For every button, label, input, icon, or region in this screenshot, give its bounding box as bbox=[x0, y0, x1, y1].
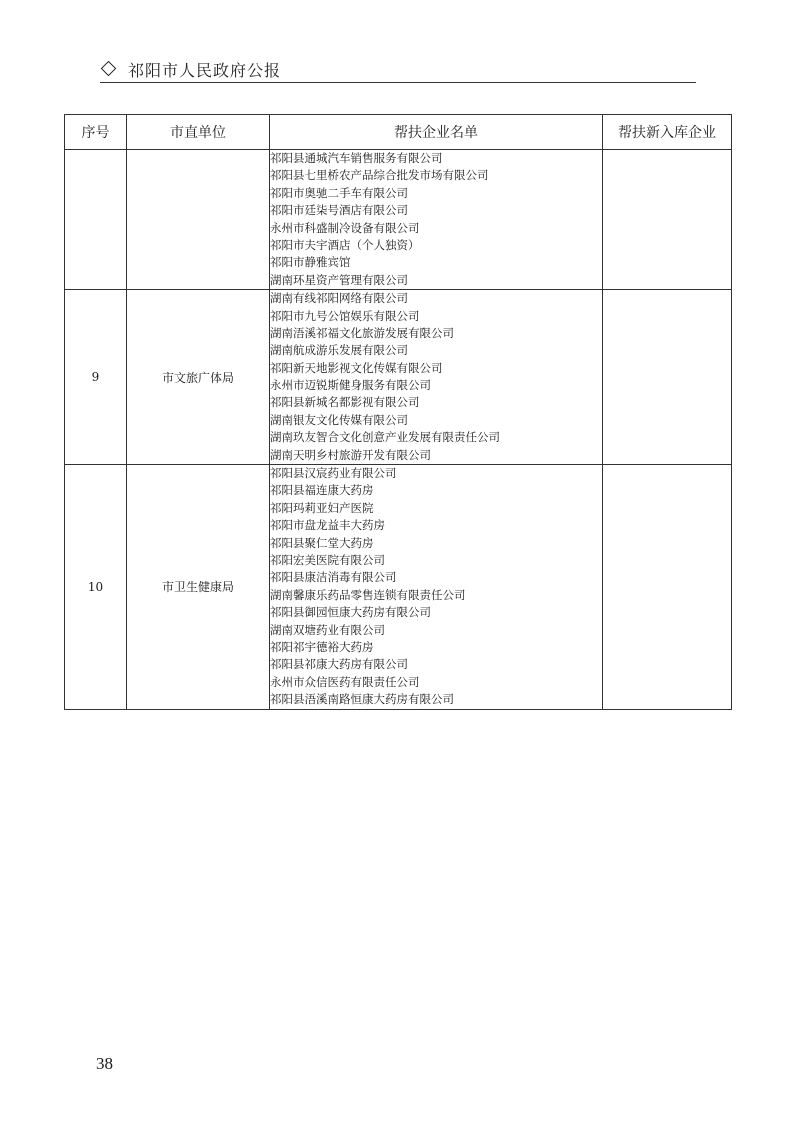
col-header-new-companies: 帮扶新入库企业 bbox=[603, 115, 732, 150]
new-enterprise-cell bbox=[603, 150, 732, 290]
table-row bbox=[65, 290, 732, 465]
company-name: 祁阳县通城汽车销售服务有限公司 bbox=[270, 151, 443, 165]
company-name: 湖南馨康乐药品零售连锁有限责任公司 bbox=[270, 587, 466, 602]
unit-name: 市卫生健康局 bbox=[127, 465, 270, 709]
company-name: 祁阳县聚仁堂大药房 bbox=[270, 535, 374, 550]
company-name: 祁阳市九号公馆娱乐有限公司 bbox=[270, 308, 420, 323]
enterprise-assistance-table bbox=[64, 114, 732, 710]
company-name: 祁阳县康洁消毒有限公司 bbox=[270, 570, 397, 585]
row-number bbox=[65, 150, 127, 290]
company-name: 祁阳县汉宸药业有限公司 bbox=[270, 466, 397, 481]
company-name: 湖南天明乡村旅游开发有限公司 bbox=[270, 447, 431, 462]
company-name: 祁阳市盘龙益丰大药房 bbox=[270, 518, 385, 533]
company-name: 祁阳县御园恒康大药房有限公司 bbox=[270, 605, 431, 620]
company-list bbox=[270, 290, 603, 465]
company-name: 湖南环星资产管理有限公司 bbox=[270, 272, 408, 287]
table-header-row bbox=[65, 115, 732, 150]
company-list bbox=[270, 150, 603, 290]
company-name: 永州市迈锐斯健身服务有限公司 bbox=[270, 378, 431, 393]
company-name: 祁阳县七里桥农产品综合批发市场有限公司 bbox=[270, 168, 489, 183]
page-number: 38 bbox=[96, 1054, 113, 1073]
company-name: 祁阳新天地影视文化传媒有限公司 bbox=[270, 360, 443, 375]
company-name: 永州市众信医药有限责任公司 bbox=[270, 674, 420, 689]
company-name: 祁阳市奥驰二手车有限公司 bbox=[270, 185, 408, 200]
company-name: 湖南双塘药业有限公司 bbox=[270, 622, 385, 637]
new-enterprise-cell bbox=[603, 465, 732, 709]
company-name: 湖南航成游乐发展有限公司 bbox=[270, 343, 408, 358]
company-name: 祁阳县福连康大药房 bbox=[270, 483, 374, 498]
row-number: 9 bbox=[65, 290, 127, 465]
diamond-icon bbox=[101, 61, 117, 77]
unit-name bbox=[127, 150, 270, 290]
company-name: 湖南玖友智合文化创意产业发展有限责任公司 bbox=[270, 430, 500, 445]
col-header-no: 序号 bbox=[65, 115, 127, 150]
company-name: 祁阳县祁康大药房有限公司 bbox=[270, 657, 408, 672]
company-name: 祁阳祁宇德裕大药房 bbox=[270, 639, 374, 654]
company-name: 祁阳市夫宇酒店（个人独资） bbox=[270, 237, 420, 252]
company-name: 祁阳玛莉亚妇产医院 bbox=[270, 500, 374, 515]
company-name: 永州市科盛制冷设备有限公司 bbox=[270, 220, 420, 235]
company-name: 祁阳县浯溪南路恒康大药房有限公司 bbox=[270, 692, 454, 707]
col-header-unit: 市直单位 bbox=[127, 115, 270, 150]
table-row bbox=[65, 150, 732, 290]
col-header-companies: 帮扶企业名单 bbox=[270, 115, 603, 150]
company-name: 祁阳市静雅宾馆 bbox=[270, 255, 351, 270]
row-number: 10 bbox=[65, 465, 127, 709]
company-name: 湖南银友文化传媒有限公司 bbox=[270, 412, 408, 427]
company-name: 祁阳宏美医院有限公司 bbox=[270, 552, 385, 567]
company-list bbox=[270, 465, 603, 709]
company-name: 湖南有线祁阳网络有限公司 bbox=[270, 291, 408, 306]
new-enterprise-cell bbox=[603, 290, 732, 465]
table-row bbox=[65, 465, 732, 709]
gazette-title: 祁阳市人民政府公报 bbox=[128, 61, 282, 80]
company-name: 祁阳市廷柒号酒店有限公司 bbox=[270, 203, 408, 218]
company-name: 祁阳县新城名都影视有限公司 bbox=[270, 395, 420, 410]
page-header bbox=[100, 56, 696, 83]
unit-name: 市文旅广体局 bbox=[127, 290, 270, 465]
company-name: 湖南浯溪祁福文化旅游发展有限公司 bbox=[270, 325, 454, 340]
